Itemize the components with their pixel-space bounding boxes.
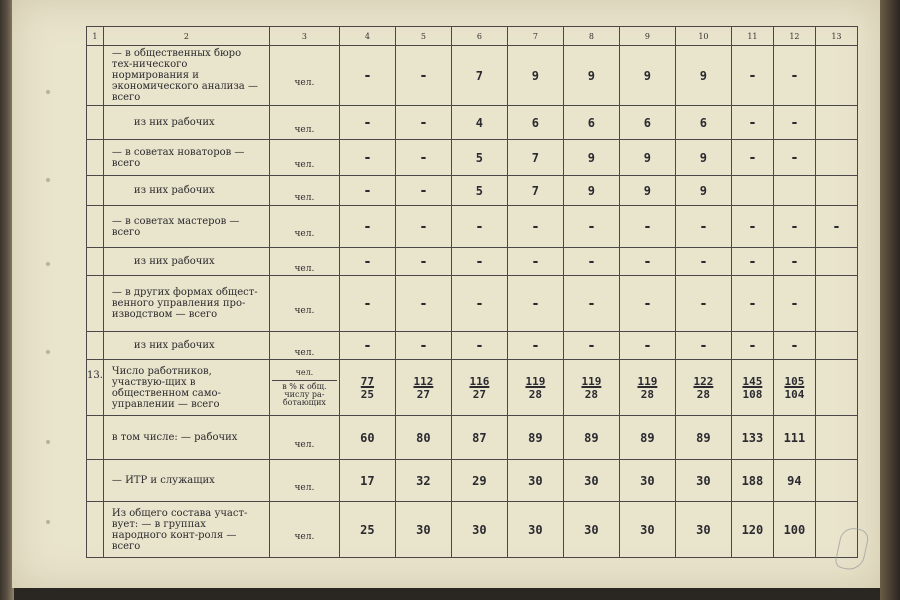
column-number: 6 (451, 27, 507, 46)
value-cell (815, 276, 857, 332)
table-row (87, 106, 858, 140)
value-cell: - (731, 332, 773, 360)
value-cell: 30 (507, 460, 563, 502)
value-cell: 9 (675, 176, 731, 206)
row-number (87, 276, 104, 332)
value-cell: 9 (563, 140, 619, 176)
value-cell: - (619, 206, 675, 248)
value-cell: 32 (395, 460, 451, 502)
binding-hole (46, 440, 50, 444)
value-cell: 111 (773, 416, 815, 460)
fraction-cell (619, 360, 675, 416)
table-row (87, 460, 858, 502)
unit-cell: чел. (269, 460, 339, 502)
row-number (87, 248, 104, 276)
value-cell: 89 (507, 416, 563, 460)
row-label: — ИТР и служащих (103, 460, 269, 502)
table-row (87, 140, 858, 176)
unit-cell: чел. (269, 332, 339, 360)
row-number (87, 46, 104, 106)
value-cell: - (339, 276, 395, 332)
value-cell: 30 (675, 460, 731, 502)
value-cell: - (395, 276, 451, 332)
row-number (87, 206, 104, 248)
row-label: в том числе: — рабочих (103, 416, 269, 460)
value-cell: 30 (619, 502, 675, 558)
value-cell: 9 (619, 46, 675, 106)
statistics-table (86, 26, 858, 558)
row-label: — в общественных бюро тех-нического нормирования и экономического анализа — всего (103, 46, 269, 106)
row-label: Число работников, участвую-щих в общественном само-управлении — всего (103, 360, 269, 416)
fraction-numerator: 77 (360, 374, 375, 388)
table-row-13 (87, 360, 858, 416)
row-label: из них рабочих (103, 106, 269, 140)
value-cell: 120 (731, 502, 773, 558)
fraction-numerator: 116 (469, 374, 490, 388)
row-number (87, 416, 104, 460)
value-cell: 17 (339, 460, 395, 502)
value-cell: 30 (395, 502, 451, 558)
value-cell: - (773, 106, 815, 140)
fraction-cell (815, 360, 857, 416)
value-cell: - (507, 276, 563, 332)
binding-hole (46, 90, 50, 94)
value-cell: 87 (451, 416, 507, 460)
value-cell: - (773, 248, 815, 276)
column-number: 10 (675, 27, 731, 46)
column-number: 7 (507, 27, 563, 46)
binding-hole (46, 178, 50, 182)
value-cell: - (563, 276, 619, 332)
unit-cell: чел. (269, 176, 339, 206)
value-cell: - (395, 46, 451, 106)
value-cell: 9 (507, 46, 563, 106)
value-cell: - (563, 206, 619, 248)
unit-percent: в % к общ. числу ра-ботающих (282, 381, 327, 407)
value-cell: 4 (451, 106, 507, 140)
value-cell: 89 (619, 416, 675, 460)
fraction-denominator: 27 (472, 387, 487, 401)
value-cell: - (339, 206, 395, 248)
fraction-cell (563, 360, 619, 416)
value-cell: 30 (563, 502, 619, 558)
value-cell: - (619, 276, 675, 332)
column-number: 12 (773, 27, 815, 46)
value-cell: 7 (507, 140, 563, 176)
value-cell: - (773, 140, 815, 176)
row-number (87, 332, 104, 360)
value-cell: 30 (507, 502, 563, 558)
value-cell: - (619, 248, 675, 276)
value-cell: 7 (451, 46, 507, 106)
value-cell: 9 (619, 140, 675, 176)
value-cell: - (507, 332, 563, 360)
value-cell: 30 (451, 502, 507, 558)
column-number: 8 (563, 27, 619, 46)
row-number: 13. (87, 360, 104, 416)
row-number (87, 460, 104, 502)
row-number (87, 502, 104, 558)
value-cell: - (773, 332, 815, 360)
value-cell: 94 (773, 460, 815, 502)
row-number (87, 176, 104, 206)
value-cell: - (395, 106, 451, 140)
row-label: из них рабочих (103, 248, 269, 276)
fraction-denominator: 28 (640, 387, 655, 401)
value-cell: 6 (619, 106, 675, 140)
fraction-cell (395, 360, 451, 416)
value-cell: - (773, 206, 815, 248)
row-label: из них рабочих (103, 332, 269, 360)
value-cell: 30 (675, 502, 731, 558)
value-cell: 89 (563, 416, 619, 460)
column-number: 4 (339, 27, 395, 46)
value-cell: - (339, 332, 395, 360)
value-cell (815, 176, 857, 206)
column-number: 5 (395, 27, 451, 46)
column-number: 11 (731, 27, 773, 46)
value-cell: - (675, 332, 731, 360)
table-row (87, 416, 858, 460)
value-cell: - (675, 276, 731, 332)
value-cell (815, 416, 857, 460)
value-cell: - (395, 248, 451, 276)
fraction-numerator: 119 (525, 374, 546, 388)
value-cell: - (339, 176, 395, 206)
value-cell: 100 (773, 502, 815, 558)
value-cell (731, 176, 773, 206)
column-number: 13 (815, 27, 857, 46)
value-cell: - (731, 206, 773, 248)
unit-cell: чел. (269, 248, 339, 276)
column-number-row (87, 27, 858, 46)
value-cell: 7 (507, 176, 563, 206)
fraction-denominator: 27 (416, 387, 431, 401)
fraction-cell (731, 360, 773, 416)
value-cell: 6 (507, 106, 563, 140)
fraction-cell (451, 360, 507, 416)
value-cell: - (815, 206, 857, 248)
value-cell (773, 176, 815, 206)
value-cell: 9 (563, 176, 619, 206)
value-cell: - (339, 46, 395, 106)
unit-cell (269, 360, 339, 416)
value-cell (815, 248, 857, 276)
value-cell: 9 (563, 46, 619, 106)
value-cell: - (773, 46, 815, 106)
row-label: — в других формах общест-венного управления про-изводством — всего (103, 276, 269, 332)
value-cell: 188 (731, 460, 773, 502)
value-cell: 30 (619, 460, 675, 502)
fraction-numerator: 119 (581, 374, 602, 388)
fraction-cell (507, 360, 563, 416)
value-cell: - (339, 106, 395, 140)
column-number: 3 (269, 27, 339, 46)
value-cell (815, 140, 857, 176)
value-cell: - (507, 206, 563, 248)
value-cell: - (731, 46, 773, 106)
binding-hole (46, 520, 50, 524)
value-cell: 30 (563, 460, 619, 502)
table-row (87, 332, 858, 360)
value-cell: 9 (675, 140, 731, 176)
value-cell: 6 (563, 106, 619, 140)
value-cell: - (675, 248, 731, 276)
value-cell: 9 (619, 176, 675, 206)
value-cell: 60 (339, 416, 395, 460)
table-row (87, 176, 858, 206)
value-cell (815, 332, 857, 360)
value-cell: - (339, 140, 395, 176)
value-cell: 89 (675, 416, 731, 460)
value-cell (815, 106, 857, 140)
value-cell: 5 (451, 140, 507, 176)
value-cell: - (395, 140, 451, 176)
value-cell: - (395, 206, 451, 248)
column-number: 9 (619, 27, 675, 46)
value-cell: 80 (395, 416, 451, 460)
value-cell: - (395, 332, 451, 360)
value-cell: - (675, 206, 731, 248)
value-cell: - (731, 140, 773, 176)
value-cell: - (773, 276, 815, 332)
value-cell: 6 (675, 106, 731, 140)
row-number (87, 106, 104, 140)
fraction-cell (773, 360, 815, 416)
column-number: 1 (87, 27, 104, 46)
value-cell: - (731, 276, 773, 332)
fraction-numerator: 122 (693, 374, 714, 388)
value-cell: 25 (339, 502, 395, 558)
fraction-numerator: 119 (637, 374, 658, 388)
value-cell: - (339, 248, 395, 276)
unit-cell: чел. (269, 46, 339, 106)
value-cell (815, 46, 857, 106)
value-cell: 133 (731, 416, 773, 460)
table-row (87, 46, 858, 106)
unit-cell: чел. (269, 206, 339, 248)
value-cell: - (451, 206, 507, 248)
value-cell: - (451, 276, 507, 332)
fraction-cell (675, 360, 731, 416)
value-cell: 5 (451, 176, 507, 206)
fraction-denominator: 108 (742, 387, 763, 401)
value-cell: - (731, 248, 773, 276)
fraction-denominator: 104 (784, 387, 805, 401)
value-cell: - (395, 176, 451, 206)
value-cell: 9 (675, 46, 731, 106)
row-label: Из общего состава участ-вует: — в группах народного конт-роля — всего (103, 502, 269, 558)
value-cell: - (563, 332, 619, 360)
fraction-denominator: 28 (528, 387, 543, 401)
value-cell: - (731, 106, 773, 140)
row-label: из них рабочих (103, 176, 269, 206)
value-cell: - (619, 332, 675, 360)
table-row (87, 206, 858, 248)
unit-cell: чел. (269, 502, 339, 558)
fraction-denominator: 28 (696, 387, 711, 401)
fraction-denominator: 25 (360, 387, 375, 401)
value-cell: - (451, 332, 507, 360)
value-cell: - (507, 248, 563, 276)
binding-hole (46, 350, 50, 354)
table-row (87, 276, 858, 332)
row-number (87, 140, 104, 176)
value-cell: 29 (451, 460, 507, 502)
unit-cell: чел. (269, 276, 339, 332)
unit-cell: чел. (269, 140, 339, 176)
binding-hole (46, 262, 50, 266)
fraction-cell (339, 360, 395, 416)
row-label: — в советах новаторов — всего (103, 140, 269, 176)
fraction-numerator: 105 (784, 374, 805, 388)
column-number: 2 (103, 27, 269, 46)
value-cell (815, 460, 857, 502)
table-row (87, 502, 858, 558)
row-label: — в советах мастеров — всего (103, 206, 269, 248)
fraction-numerator: 145 (742, 374, 763, 388)
fraction-numerator: 112 (413, 374, 434, 388)
unit-cell: чел. (269, 416, 339, 460)
fraction-denominator: 28 (584, 387, 599, 401)
value-cell: - (563, 248, 619, 276)
value-cell: - (451, 248, 507, 276)
unit-people: чел. (272, 369, 337, 381)
unit-cell: чел. (269, 106, 339, 140)
page-edge (880, 0, 900, 600)
table-row (87, 248, 858, 276)
